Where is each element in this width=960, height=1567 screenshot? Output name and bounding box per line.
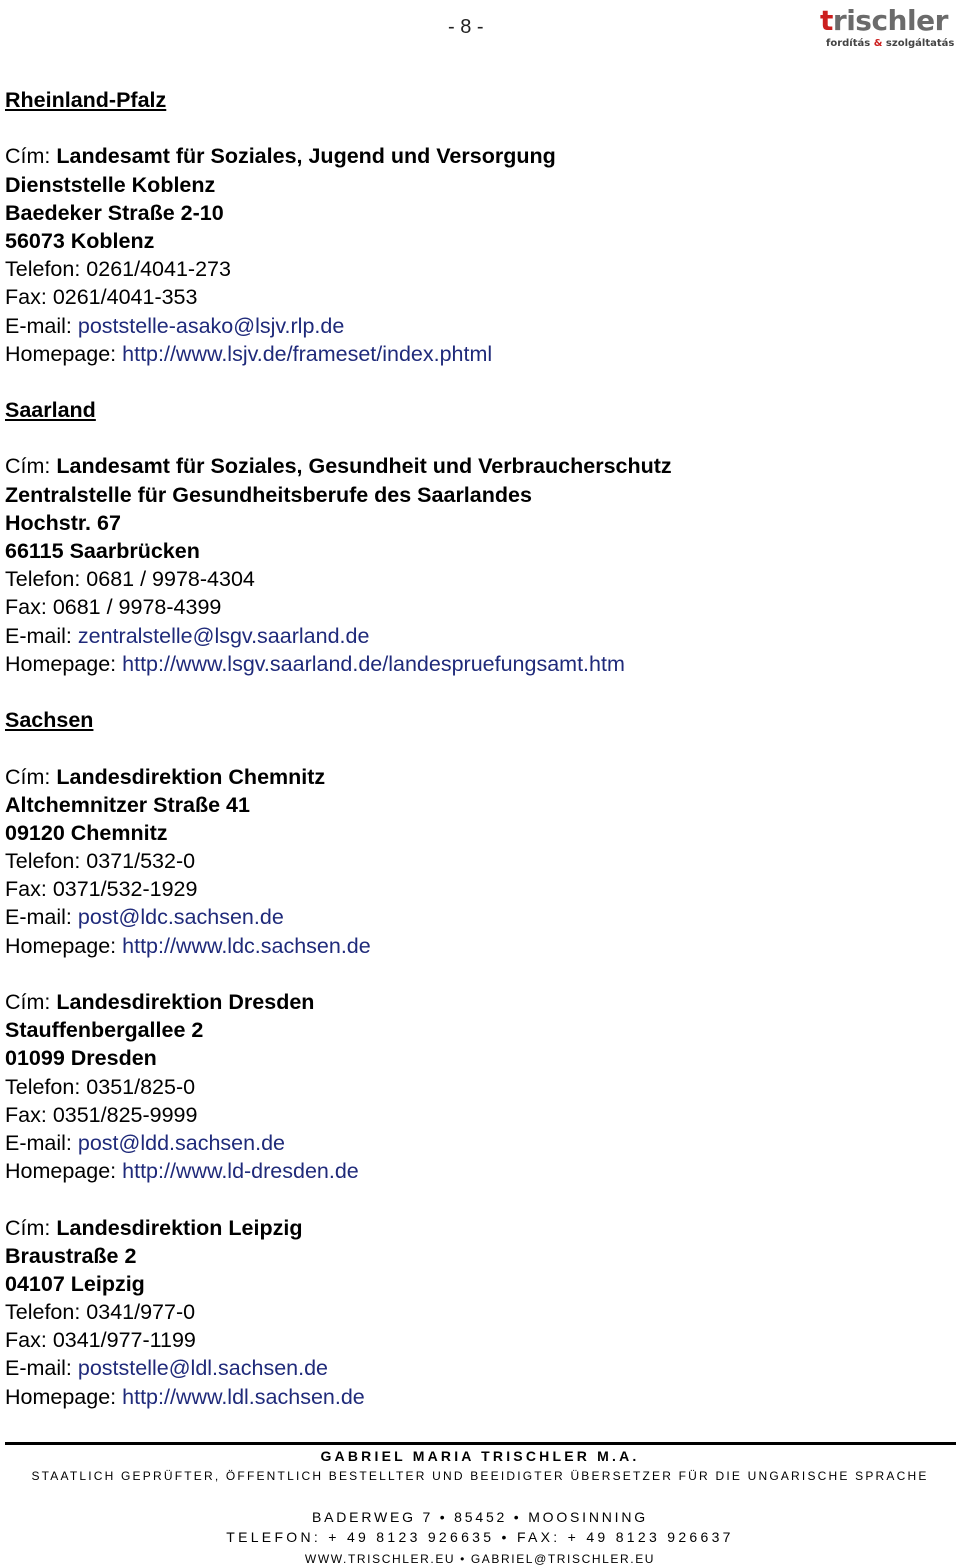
phone-line: Telefon: 0341/977-0 [5, 1300, 196, 1325]
trischler-logo [820, 4, 955, 54]
office-chemnitz [5, 763, 945, 960]
email-link[interactable]: post@ldd.sachsen.de [77, 1130, 285, 1155]
homepage-link[interactable]: http://www.ldl.sachsen.de [122, 1384, 365, 1409]
homepage-link[interactable]: http://www.ld-dresden.de [122, 1159, 359, 1184]
document-body [5, 86, 945, 1411]
email-link[interactable]: post@ldc.sachsen.de [77, 905, 284, 930]
email-line: E-mail: poststelle-asako@lsjv.rlp.de [5, 313, 345, 338]
address-line: Zentralstelle für Gesundheitsberufe des Saarlandes [5, 482, 532, 507]
section-heading-rheinland-pfalz: Rheinland-Pfalz [5, 88, 167, 112]
phone-line: Telefon: 0371/532-0 [5, 849, 196, 874]
homepage-link[interactable]: http://www.lsgv.saarland.de/landespruefungsamt.htm [122, 651, 625, 676]
office-name-line: Cím: Landesamt für Soziales, Jugend und Versorgung [5, 144, 556, 169]
office-name-line: Cím: Landesdirektion Dresden [5, 990, 315, 1014]
address-line: Altchemnitzer Straße 41 [5, 792, 250, 817]
footer-address: BADERWEG 7 • 85452 • MOOSINNING [312, 1509, 648, 1525]
email-link[interactable]: poststelle@ldl.sachsen.de [77, 1356, 328, 1381]
homepage-line: Homepage: http://www.lsjv.de/frameset/index.phtml [5, 341, 493, 366]
homepage-line: Homepage: http://www.ldl.sachsen.de [5, 1384, 365, 1409]
fax-line: Fax: 0351/825-9999 [5, 1102, 198, 1127]
office-dresden [5, 988, 945, 1185]
office-name-line: Cím: Landesdirektion Chemnitz [5, 764, 326, 789]
fax-line: Fax: 0261/4041-353 [5, 285, 198, 310]
phone-line: Telefon: 0681 / 9978-4304 [5, 567, 255, 592]
address-line: Dienststelle Koblenz [5, 172, 216, 197]
address-line: Stauffenbergallee 2 [5, 1018, 204, 1043]
section-heading-sachsen: Sachsen [5, 708, 94, 733]
footer-web: WWW.TRISCHLER.EU • GABRIEL@TRISCHLER.EU [304, 1552, 656, 1566]
homepage-link[interactable]: http://www.ldc.sachsen.de [122, 933, 371, 958]
email-line: E-mail: poststelle@ldl.sachsen.de [5, 1356, 328, 1381]
phone-line: Telefon: 0261/4041-273 [5, 257, 231, 282]
logo-wordmark: trischler [820, 4, 948, 37]
email-link[interactable]: poststelle-asako@lsjv.rlp.de [77, 313, 345, 338]
logo-tagline: fordítás & szolgáltatás [826, 38, 955, 49]
footer-divider [5, 1442, 956, 1445]
fax-line: Fax: 0371/532-1929 [5, 877, 198, 902]
phone-line: Telefon: 0351/825-0 [5, 1074, 196, 1099]
email-line: E-mail: zentralstelle@lsgv.saarland.de [5, 623, 370, 648]
address-line: 01099 Dresden [5, 1046, 157, 1071]
email-link[interactable]: zentralstelle@lsgv.saarland.de [77, 623, 370, 648]
office-saarbruecken [5, 452, 945, 678]
homepage-link[interactable]: http://www.lsjv.de/frameset/index.phtml [122, 341, 493, 366]
office-koblenz [5, 142, 945, 368]
address-line: 56073 Koblenz [5, 228, 155, 253]
homepage-line: Homepage: http://www.ldc.sachsen.de [5, 933, 371, 958]
address-line: Braustraße 2 [5, 1243, 137, 1268]
footer-phone: TELEFON: + 49 8123 926635 • FAX: + 49 8123 926637 [226, 1529, 734, 1545]
homepage-line: Homepage: http://www.lsgv.saarland.de/landespruefungsamt.htm [5, 651, 625, 676]
office-name-line: Cím: Landesdirektion Leipzig [5, 1215, 303, 1240]
email-line: E-mail: post@ldc.sachsen.de [5, 905, 284, 930]
fax-line: Fax: 0341/977-1199 [5, 1328, 196, 1353]
office-name-line: Cím: Landesamt für Soziales, Gesundheit und Verbraucherschutz [5, 454, 672, 479]
address-line: 09120 Chemnitz [5, 820, 168, 845]
page-number: - 8 - [448, 16, 484, 38]
address-line: 04107 Leipzig [5, 1271, 145, 1296]
fax-line: Fax: 0681 / 9978-4399 [5, 595, 222, 620]
footer-name: GABRIEL MARIA TRISCHLER M.A. [320, 1448, 640, 1464]
address-line: 66115 Saarbrücken [5, 539, 200, 563]
address-line: Hochstr. 67 [5, 510, 121, 535]
office-leipzig [5, 1214, 945, 1411]
email-line: E-mail: post@ldd.sachsen.de [5, 1130, 285, 1155]
footer-title: STAATLICH GEPRÜFTER, ÖFFENTLICH BESTELLTER UND BEEIDIGTER ÜBERSETZER FÜR DIE UNGARISCHE SPRACHE [31, 1469, 929, 1483]
address-line: Baedeker Straße 2-10 [5, 200, 224, 225]
section-heading-saarland: Saarland [5, 398, 96, 423]
homepage-line: Homepage: http://www.ld-dresden.de [5, 1159, 359, 1184]
